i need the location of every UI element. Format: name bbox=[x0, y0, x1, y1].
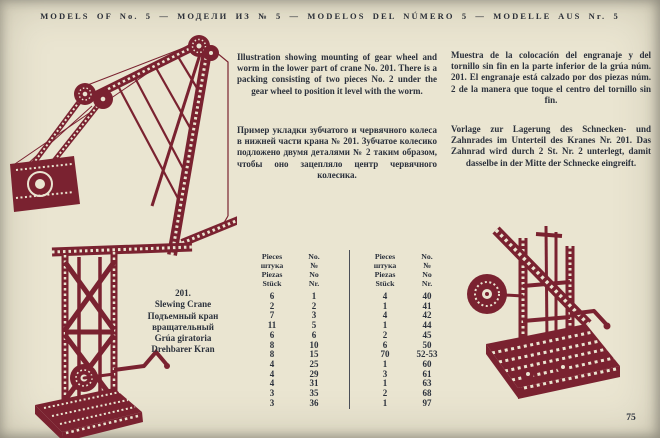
table-row bbox=[250, 331, 334, 341]
model-number: 201. bbox=[175, 288, 191, 298]
part-number: 50 bbox=[422, 339, 432, 350]
description-german: Vorlage zur Lagerung des Schnecken- und Zahnrades im Unterteil des Kranes Nr. 201. Das Zahnrad wird durch 2 St. Nr. 2 unterlegt, damit dasselbe in der Mitte der Schnecke eingreift. bbox=[451, 124, 651, 168]
table-row bbox=[363, 370, 447, 380]
part-number: 31 bbox=[309, 378, 319, 389]
pieces-count: 4 bbox=[269, 368, 275, 379]
part-number: 45 bbox=[422, 329, 432, 340]
table-row bbox=[363, 331, 447, 341]
parts-table-right bbox=[363, 252, 447, 408]
table-row bbox=[363, 302, 447, 312]
part-number: 2 bbox=[311, 300, 317, 311]
part-number: 40 bbox=[422, 291, 432, 301]
part-number: 35 bbox=[309, 388, 319, 399]
description-russian: Пример укладки зубчатого и червячного колеса в нижней части крана № 201. Зубчатое колесико подложено двумя деталями № 2 таким образом, чтобы оно зацепляло центр червячного колесика. bbox=[237, 125, 437, 180]
part-number: 6 bbox=[311, 329, 317, 340]
part-number: 1 bbox=[311, 291, 317, 301]
model-name-ru-line2: вращательный bbox=[152, 321, 214, 332]
table-row bbox=[250, 321, 334, 331]
pieces-count: 2 bbox=[382, 329, 388, 340]
table-row bbox=[250, 292, 334, 302]
table-row bbox=[250, 399, 334, 409]
pieces-count: 2 bbox=[382, 388, 388, 399]
slewing-crane-illustration bbox=[2, 26, 237, 438]
model-name-de: Drehbarer Kran bbox=[151, 344, 215, 355]
page-header-title: MODELS OF No. 5 — МОДЕЛИ ИЗ № 5 — MODELOS DEL NÚMERO 5 — MODELLE AUS Nr. 5 bbox=[40, 11, 620, 21]
part-number: 61 bbox=[422, 368, 432, 379]
parts-table-rows bbox=[363, 292, 447, 408]
parts-table-header: Pieces штука Piezas Stück No. № No Nr. bbox=[260, 252, 320, 288]
table-divider-rule bbox=[349, 250, 350, 409]
model-name-es: Grúa giratoria bbox=[154, 333, 212, 344]
description-spanish: Muestra de la colocación del engranaje y del tornillo sin fin en la parte inferior de la grúa núm. 201. El engranaje está calzado por dos piezas núm. 2 de la manera que toque el centro del tornillo sin fin. bbox=[451, 50, 651, 105]
pieces-count: 11 bbox=[267, 320, 277, 331]
pieces-count: 6 bbox=[269, 329, 275, 340]
parts-table-header: Pieces штука Piezas Stück No. № No Nr. bbox=[373, 252, 433, 288]
pieces-count: 7 bbox=[269, 310, 275, 321]
pieces-count: 1 bbox=[382, 358, 388, 369]
part-number: 42 bbox=[422, 310, 432, 321]
part-number: 52-53 bbox=[416, 349, 438, 360]
table-row bbox=[363, 360, 447, 370]
parts-table-left bbox=[250, 252, 334, 408]
part-number: 29 bbox=[309, 368, 319, 379]
model-name-en: Slewing Crane bbox=[154, 299, 212, 310]
table-row bbox=[363, 350, 447, 360]
pieces-count: 4 bbox=[382, 310, 388, 321]
page-number: 75 bbox=[626, 413, 636, 423]
pieces-count: 70 bbox=[380, 349, 390, 360]
description-english: Illustration showing mounting of gear wheel and worm in the lower part of crane No. 201. There is a packing consisting of two pieces No. 2 under the gear wheel to position it level with the worm. bbox=[237, 52, 437, 96]
part-number: 97 bbox=[422, 397, 432, 408]
pieces-count: 3 bbox=[269, 397, 275, 408]
part-number: 36 bbox=[309, 397, 319, 408]
pieces-count: 4 bbox=[269, 378, 275, 389]
table-row bbox=[250, 341, 334, 351]
part-number: 60 bbox=[422, 358, 432, 369]
pieces-count: 4 bbox=[382, 291, 388, 301]
table-row bbox=[250, 360, 334, 370]
table-row bbox=[363, 399, 447, 409]
pieces-count: 4 bbox=[269, 358, 275, 369]
part-number: 68 bbox=[422, 388, 432, 399]
table-row bbox=[250, 302, 334, 312]
model-name-block bbox=[115, 288, 251, 356]
pieces-count: 6 bbox=[382, 339, 388, 350]
table-row bbox=[250, 370, 334, 380]
pieces-count: 1 bbox=[382, 320, 388, 331]
pieces-count: 1 bbox=[382, 300, 388, 311]
pieces-count: 6 bbox=[269, 291, 275, 301]
part-number: 41 bbox=[422, 300, 432, 311]
pieces-count: 8 bbox=[269, 349, 275, 360]
part-number: 5 bbox=[311, 320, 317, 331]
table-row bbox=[363, 389, 447, 399]
pieces-count: 8 bbox=[269, 339, 275, 350]
table-row bbox=[250, 389, 334, 399]
table-row bbox=[363, 292, 447, 302]
pieces-count: 2 bbox=[269, 300, 275, 311]
part-number: 25 bbox=[309, 358, 319, 369]
part-number: 15 bbox=[309, 349, 319, 360]
table-row bbox=[363, 379, 447, 389]
pieces-count: 1 bbox=[382, 397, 388, 408]
pieces-count: 3 bbox=[269, 388, 275, 399]
model-name-ru-line1: Подъемный кран bbox=[147, 310, 219, 321]
table-row bbox=[250, 350, 334, 360]
pieces-count: 3 bbox=[382, 368, 388, 379]
part-number: 63 bbox=[422, 378, 432, 389]
table-row bbox=[250, 311, 334, 321]
table-row bbox=[250, 379, 334, 389]
table-row bbox=[363, 321, 447, 331]
part-number: 44 bbox=[422, 320, 432, 331]
gear-worm-detail-illustration bbox=[466, 224, 634, 420]
parts-table-rows bbox=[250, 292, 334, 408]
part-number: 3 bbox=[311, 310, 317, 321]
part-number: 10 bbox=[309, 339, 319, 350]
pieces-count: 1 bbox=[382, 378, 388, 389]
table-row bbox=[363, 311, 447, 321]
